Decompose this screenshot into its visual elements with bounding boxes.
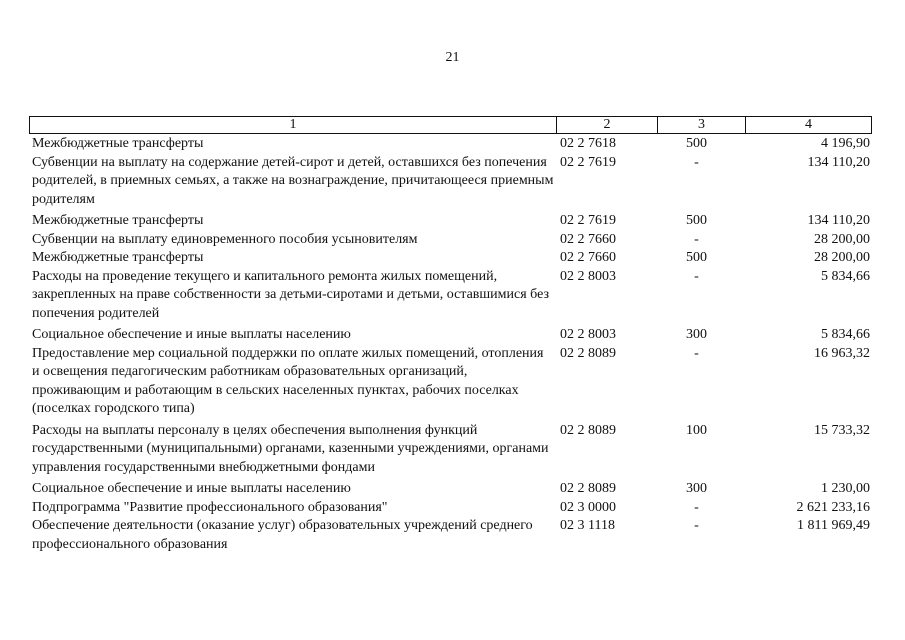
table-row <box>32 422 872 478</box>
row-name: Социальное обеспечение и иные выплаты населению <box>32 327 351 342</box>
row-amount: 1 811 969,49 <box>797 518 870 533</box>
row-amount: 16 963,32 <box>814 345 870 361</box>
row-code: 02 2 7619 <box>560 213 616 228</box>
row-type: - <box>694 231 699 247</box>
table-body <box>32 135 872 554</box>
header-col-2: 2 <box>557 117 658 133</box>
row-name: Межбюджетные трансферты <box>32 213 204 228</box>
header-col-3: 3 <box>658 117 746 133</box>
row-code: 02 2 7660 <box>560 250 616 265</box>
row-amount: 28 200,00 <box>814 250 870 265</box>
table-header <box>29 116 872 134</box>
row-name: Субвенции на выплату на содержание детей-сирот и детей, оставшихся без попечения родителей, в приемных семьях, а также на вознаграждение, причитающееся приемным родителям <box>32 154 554 207</box>
row-code: 02 2 7618 <box>560 136 616 151</box>
row-type: 300 <box>686 481 707 496</box>
row-code: 02 2 7660 <box>560 231 616 247</box>
row-type: 100 <box>686 422 707 438</box>
row-type: 500 <box>686 136 707 151</box>
row-amount: 5 834,66 <box>821 268 870 284</box>
row-code: 02 2 8089 <box>560 422 616 438</box>
row-amount: 5 834,66 <box>821 327 870 342</box>
table-row <box>32 268 872 324</box>
row-name: Предоставление мер социальной поддержки по оплате жилых помещений, отопления и освещения педагогическим работникам образовательных организаций, проживающим и работающим в сельских населенных пунктах, рабочих поселках (поселках городского типа) <box>32 345 544 416</box>
row-name: Межбюджетные трансферты <box>32 250 204 265</box>
table-row <box>32 517 872 554</box>
header-col-4: 4 <box>805 117 812 132</box>
row-amount: 1 230,00 <box>821 481 870 496</box>
row-code: 02 2 8089 <box>560 345 616 361</box>
row-type: - <box>694 154 699 170</box>
table-row <box>32 499 872 518</box>
table-row <box>32 212 872 231</box>
header-col-1: 1 <box>30 117 557 133</box>
row-amount: 15 733,32 <box>814 422 870 438</box>
row-name: Субвенции на выплату единовременного пособия усыновителям <box>32 231 418 247</box>
row-amount: 2 621 233,16 <box>796 499 870 515</box>
row-type: 500 <box>686 213 707 228</box>
table-row <box>32 480 872 499</box>
row-type: - <box>694 268 699 284</box>
table-row <box>32 154 872 210</box>
row-name: Обеспечение деятельности (оказание услуг) образовательных учреждений среднего профессионального образования <box>32 518 533 552</box>
row-amount: 28 200,00 <box>814 231 870 247</box>
row-amount: 134 110,20 <box>807 213 870 228</box>
table-row <box>32 249 872 268</box>
table-row <box>32 135 872 154</box>
table-row <box>32 345 872 419</box>
row-code: 02 3 0000 <box>560 499 616 515</box>
row-type: - <box>694 518 699 533</box>
row-name: Расходы на выплаты персоналу в целях обеспечения выполнения функций государственными (муниципальными) органами, казенными учреждениями, органами управления государственными внебюджетными фондами <box>32 422 549 475</box>
row-name: Социальное обеспечение и иные выплаты населению <box>32 481 351 496</box>
row-code: 02 2 8003 <box>560 327 616 342</box>
row-code: 02 2 7619 <box>560 154 616 170</box>
row-type: - <box>694 345 699 361</box>
table-row <box>32 326 872 345</box>
row-type: - <box>694 499 699 515</box>
row-name: Подпрограмма "Развитие профессионального образования" <box>32 499 388 515</box>
row-type: 300 <box>686 327 707 342</box>
row-name: Межбюджетные трансферты <box>32 136 204 151</box>
page-number: 21 <box>445 50 460 65</box>
table-row <box>32 231 872 250</box>
row-code: 02 2 8089 <box>560 481 616 496</box>
row-name: Расходы на проведение текущего и капитального ремонта жилых помещений, закрепленных на праве собственности за детьми-сиротами и детьми, оставшимися без попечения родителей <box>32 268 550 321</box>
row-type: 500 <box>686 250 707 265</box>
row-amount: 134 110,20 <box>807 154 870 170</box>
row-code: 02 3 1118 <box>560 518 615 533</box>
row-amount: 4 196,90 <box>821 136 870 151</box>
row-code: 02 2 8003 <box>560 268 616 284</box>
